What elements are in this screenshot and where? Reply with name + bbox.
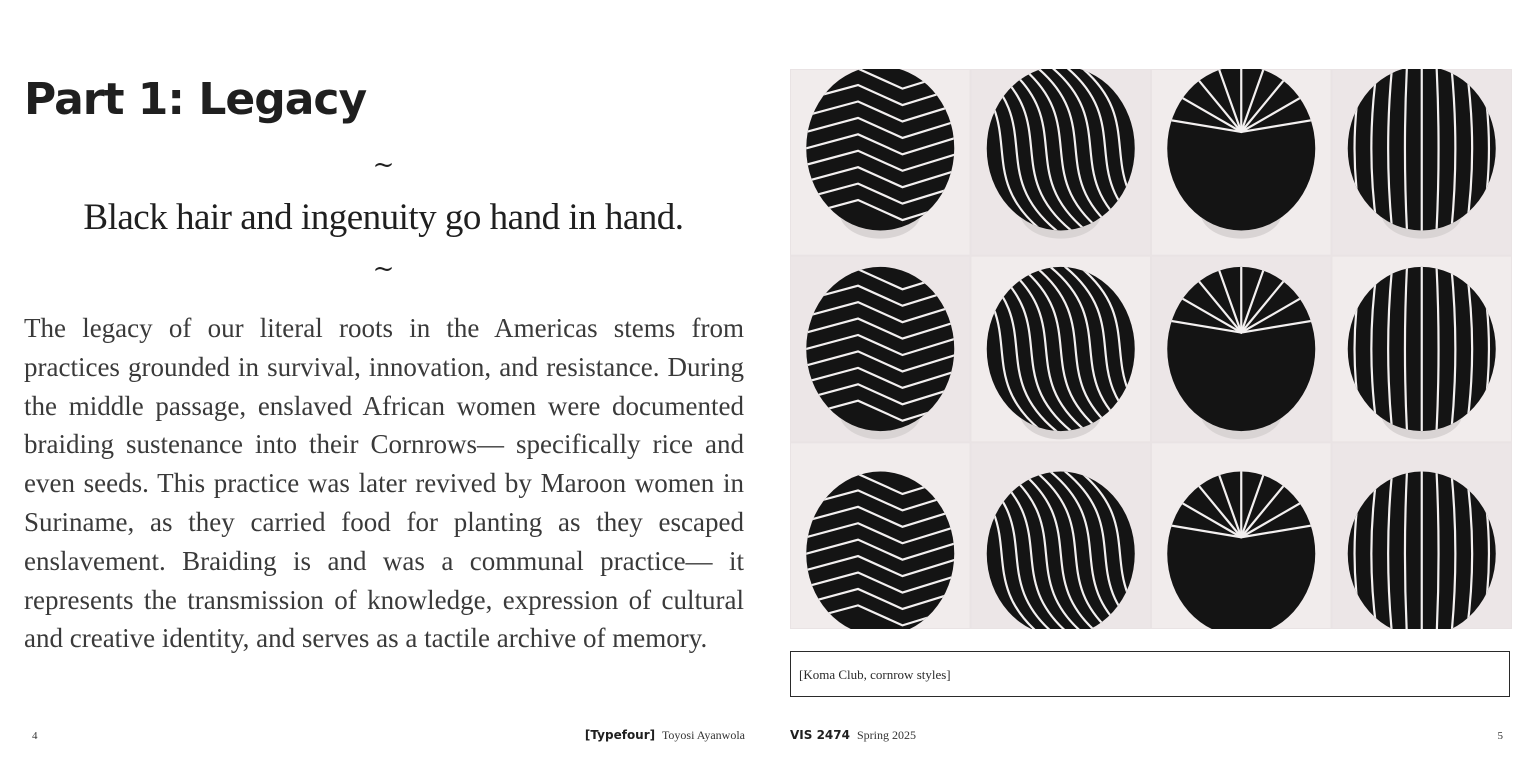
tilde-divider-bottom: ~ — [372, 254, 395, 284]
tilde-divider-top: ~ — [372, 150, 395, 180]
hairstyle-head-4 — [1333, 69, 1512, 255]
pull-quote: Black hair and ingenuity go hand in hand. — [83, 197, 684, 238]
caption-box — [790, 651, 1510, 697]
page-number-left: 4 — [32, 730, 38, 742]
cornrow-styles-photo — [790, 69, 1512, 629]
hairstyle-head-10 — [962, 443, 1160, 629]
left-page — [0, 0, 767, 768]
right-page — [767, 0, 1535, 768]
hairstyle-head-2 — [962, 69, 1160, 255]
page-number-right: 5 — [1497, 730, 1503, 742]
cornrow-styles-grid-icon — [790, 69, 1512, 629]
hairstyle-head-7 — [1152, 250, 1331, 441]
hairstyle-head-1 — [791, 69, 970, 255]
section-title: Part 1: Legacy — [24, 74, 367, 125]
course-term: Spring 2025 — [856, 728, 916, 742]
footer-course — [790, 728, 916, 743]
image-caption: [Koma Club, cornrow styles] — [799, 667, 951, 682]
body-paragraph: The legacy of our literal roots in the Americas stems from practices grounded in survival, innovation, and resistance. During the middle passage, enslaved African women were documented braiding sustenance into their Cornrows— specifically rice and even seeds. This practice was later revived by Maroon women in Suriname, as they carried food for planting as they escaped enslavement. Braiding is and was a communal practice— it represents the transmission of knowledge, expression of cultural and creative identity, and serves as a tactile archive of memory. — [24, 313, 744, 654]
hairstyle-head-9 — [791, 443, 970, 629]
hairstyle-head-3 — [1152, 69, 1331, 255]
hairstyle-head-11 — [1152, 443, 1331, 629]
hairstyle-head-8 — [1333, 257, 1512, 442]
footer-brand: [Typefour] — [584, 728, 656, 742]
hairstyle-head-12 — [1333, 443, 1512, 629]
footer-author: Toyosi Ayanwola — [661, 728, 745, 742]
footer-credit — [585, 728, 745, 743]
hairstyle-head-5 — [791, 257, 970, 442]
course-code: VIS 2474 — [790, 728, 850, 742]
hairstyle-head-6 — [962, 257, 1160, 442]
